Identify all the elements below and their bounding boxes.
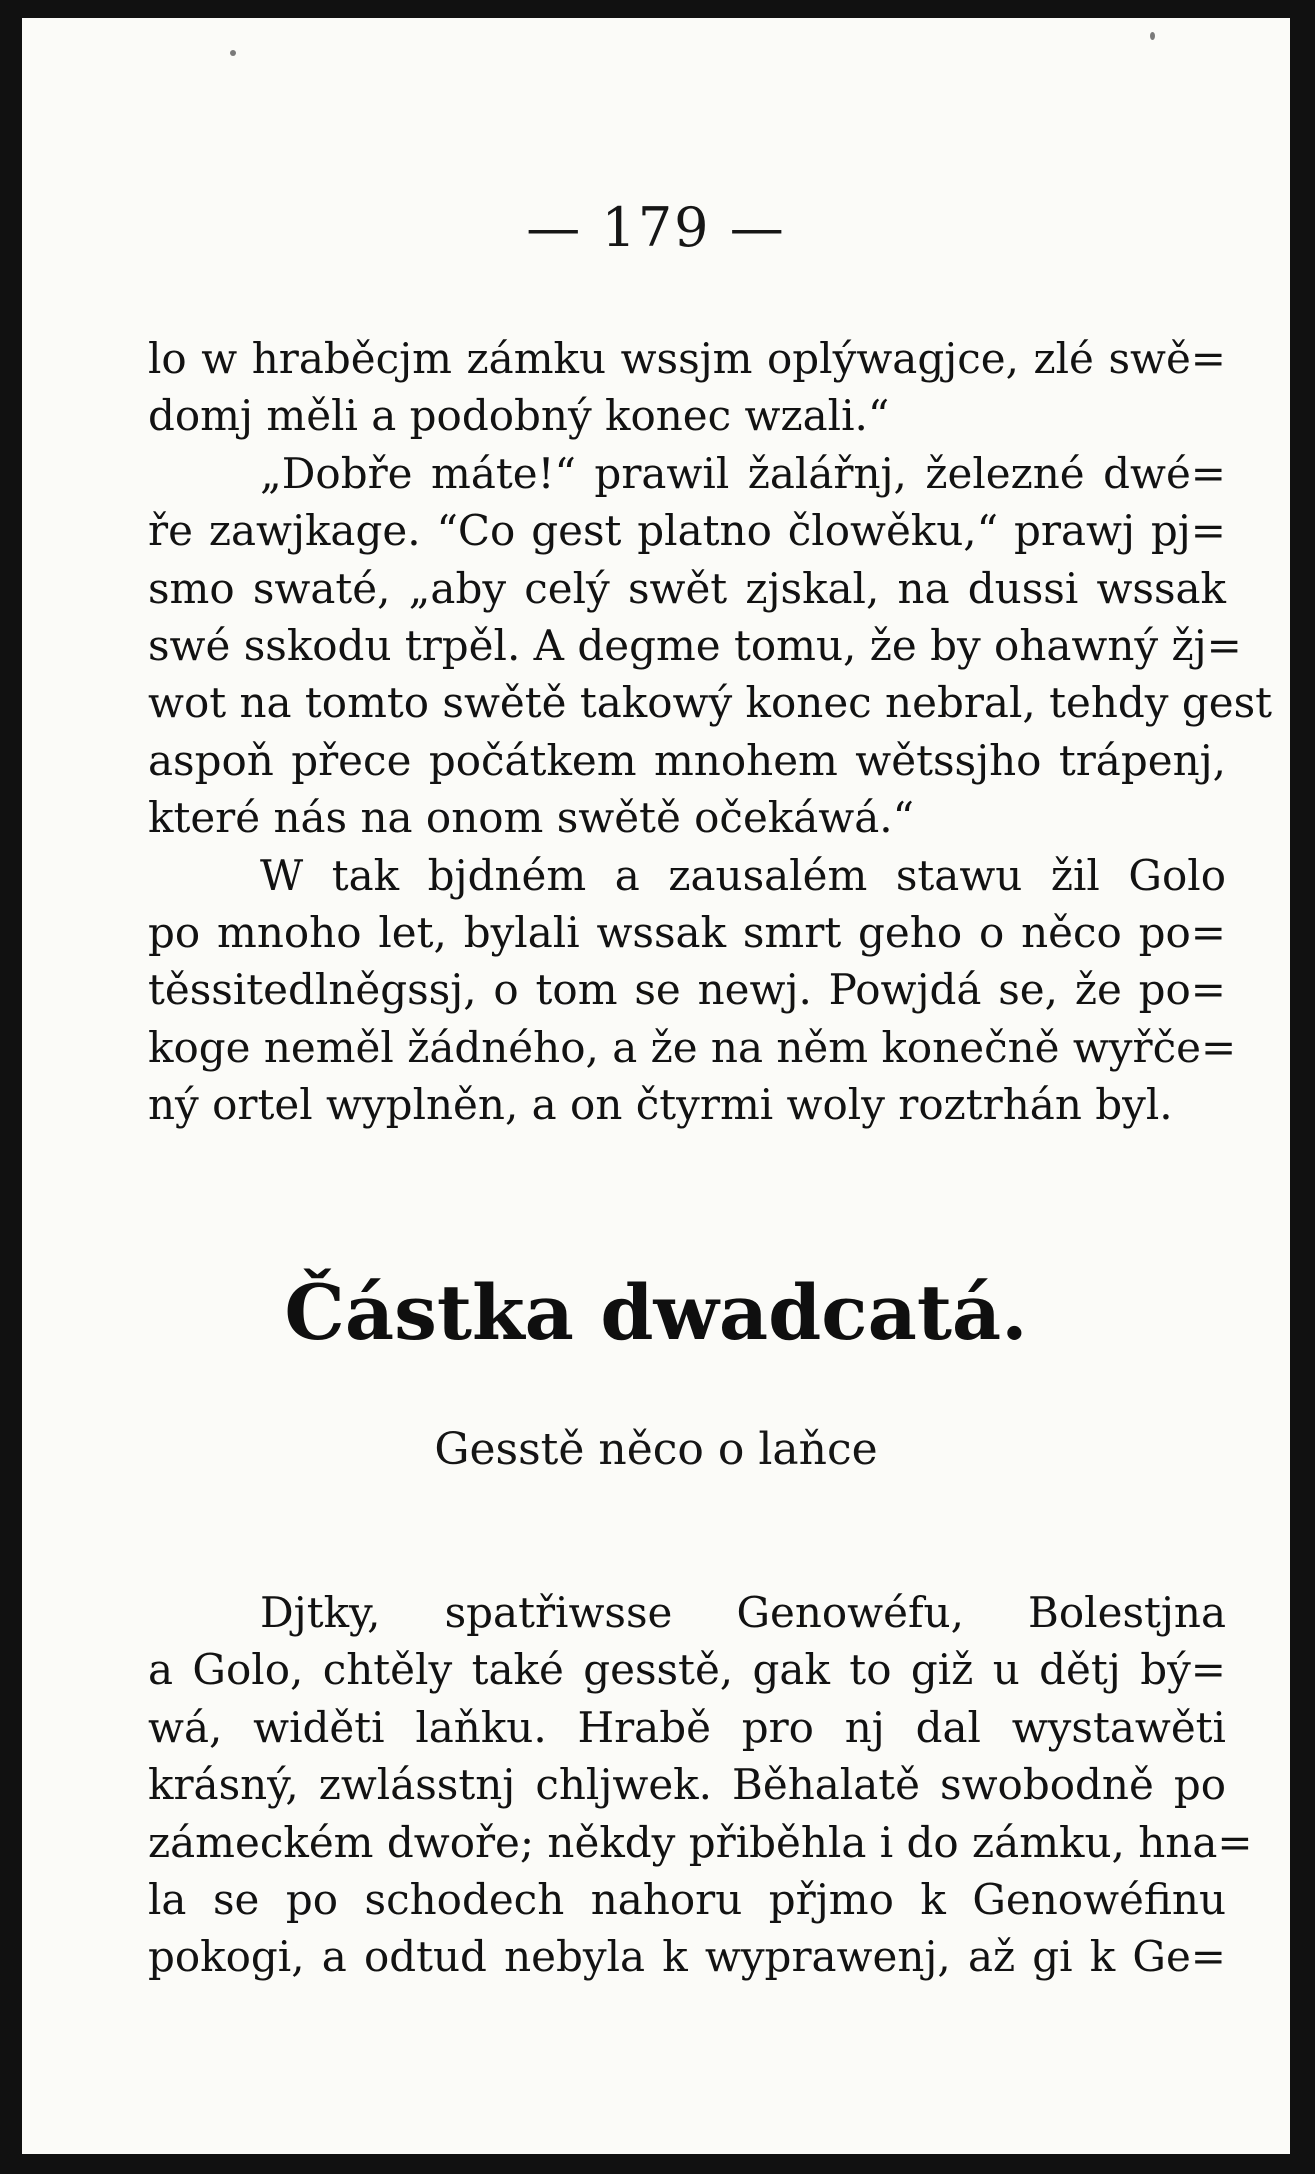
text-line: aspoň přece počátkem mnohem wětssjho trápenj, (148, 735, 1226, 785)
text-line: la se po schodech nahoru přjmo k Genowéfinu (148, 1874, 1226, 1924)
text-line: ný ortel wyplněn, a on čtyrmi woly roztrhán byl. (148, 1080, 1173, 1130)
print-speck (230, 50, 236, 56)
body-text-bottom (148, 1584, 1253, 1986)
chapter-title: Částka dwadcatá. (284, 1268, 1028, 1357)
text-line: a Golo, chtěly také gesstě, gak to giž u dětj bý= (148, 1645, 1226, 1695)
chapter-subtitle: Gesstě něco o laňce (434, 1424, 878, 1475)
print-speck (1150, 32, 1155, 40)
text-line: Djtky, spatřiwsse Genowéfu, Bolestjna (260, 1588, 1226, 1637)
text-line: W tak bjdném a zausalém stawu žil Golo (260, 850, 1226, 900)
text-line: „Dobře máte!“ prawil žalářnj, železné dwé= (260, 448, 1226, 498)
text-line: wot na tomto swětě takowý konec nebral, tehdy gest (148, 678, 1273, 728)
text-line: lo w hraběcjm zámku wssjm oplýwagjce, zlé swě= (148, 334, 1226, 383)
text-line: zámeckém dwoře; někdy přiběhla i do zámku, hna= (148, 1817, 1253, 1867)
body-text-top (148, 330, 1273, 1133)
text-line: krásný, zwlásstnj chljwek. Běhalatě swobodně po (148, 1760, 1226, 1810)
page-number: — 179 — (526, 196, 786, 259)
book-page (22, 18, 1290, 2154)
text-line: koge neměl žádného, a že na něm konečně wyřče= (148, 1022, 1237, 1072)
text-line: ře zawjkage. “Co gest platno člowěku,“ prawj pj= (148, 506, 1226, 556)
text-line: pokogi, a odtud nebyla k wyprawenj, až gi k Ge= (148, 1932, 1226, 1982)
text-line: swé sskodu trpěl. A degme tomu, že by ohawný žj= (148, 620, 1242, 670)
text-line: těssitedlněgssj, o tom se newj. Powjdá se, že po= (148, 965, 1226, 1015)
text-line: po mnoho let, bylali wssak smrt geho o něco po= (148, 907, 1226, 957)
text-line: wá, widěti laňku. Hrabě pro nj dal wystawěti (148, 1702, 1226, 1752)
text-line: které nás na onom swětě očekáwá.“ (148, 793, 915, 843)
text-line: domj měli a podobný konec wzali.“ (148, 391, 890, 441)
text-line: smo swaté, „aby celý swět zjskal, na dussi wssak (148, 563, 1226, 613)
